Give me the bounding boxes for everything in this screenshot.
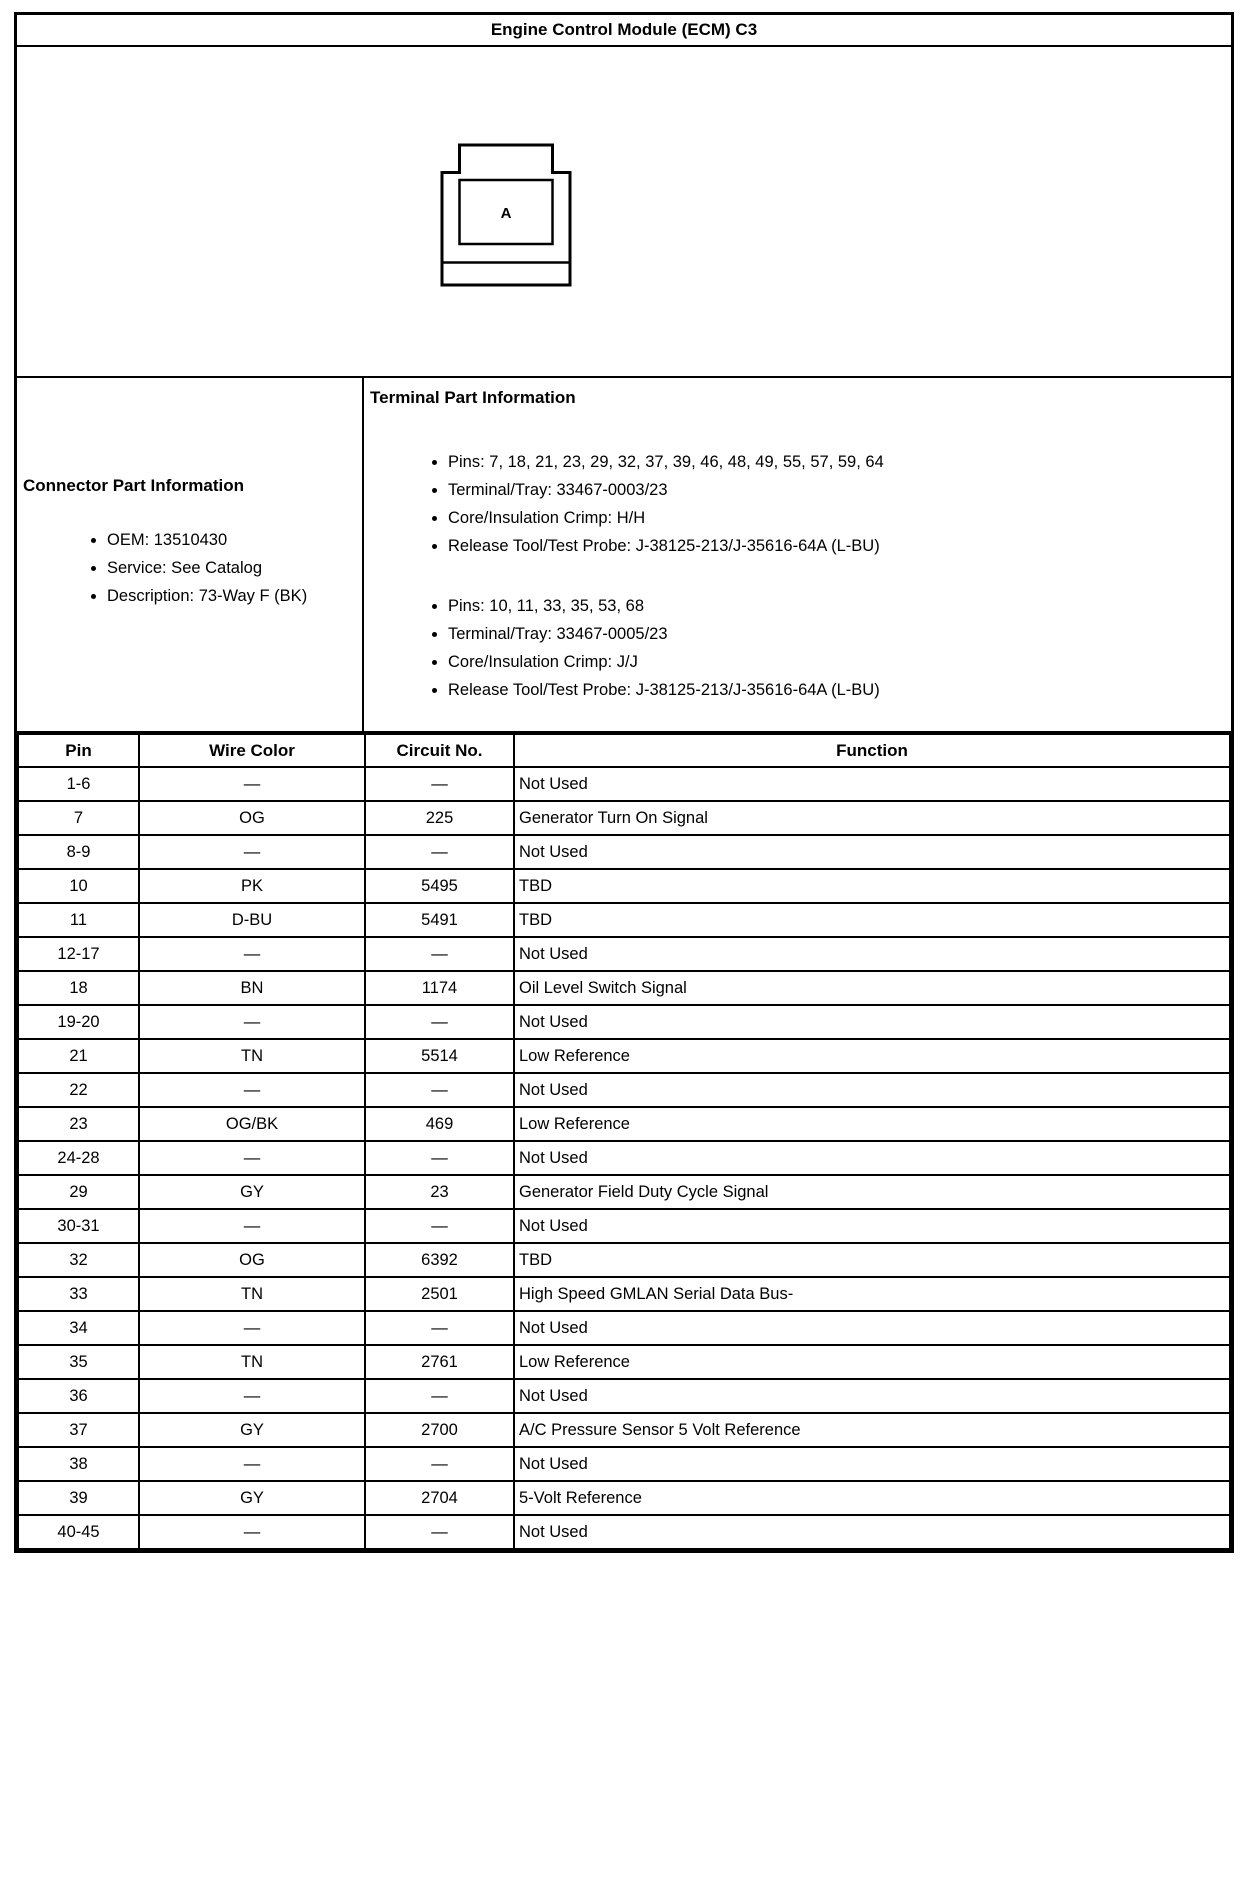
info-list-item: • Description: 73-Way F (BK) <box>107 582 358 610</box>
function-cell: TBD <box>514 903 1230 937</box>
page-title: Engine Control Module (ECM) C3 <box>17 15 1231 47</box>
wire-color-cell: TN <box>139 1345 365 1379</box>
circuit-no-cell: 2700 <box>365 1413 514 1447</box>
table-row <box>18 1073 1230 1107</box>
function-cell: Low Reference <box>514 1345 1230 1379</box>
table-row <box>18 1175 1230 1209</box>
pin-cell: 12-17 <box>18 937 139 971</box>
circuit-no-cell: — <box>365 1005 514 1039</box>
pinout-table <box>17 733 1231 1550</box>
connector-outline-icon <box>440 143 572 287</box>
pin-cell: 11 <box>18 903 139 937</box>
wire-color-cell: — <box>139 767 365 801</box>
function-cell: Not Used <box>514 1141 1230 1175</box>
table-row <box>18 1243 1230 1277</box>
circuit-no-cell: — <box>365 1141 514 1175</box>
info-list-item: • Release Tool/Test Probe: J-38125-213/J-35616-64A (L-BU) <box>448 676 1227 704</box>
wire-color-column-header: Wire Color <box>139 734 365 767</box>
table-row <box>18 869 1230 903</box>
table-row <box>18 801 1230 835</box>
pin-cell: 30-31 <box>18 1209 139 1243</box>
table-row <box>18 937 1230 971</box>
function-cell: 5-Volt Reference <box>514 1481 1230 1515</box>
circuit-no-cell: 469 <box>365 1107 514 1141</box>
terminal-part-info-heading: Terminal Part Information <box>370 388 576 407</box>
function-cell: Not Used <box>514 1311 1230 1345</box>
circuit-no-cell: — <box>365 1515 514 1549</box>
function-cell: TBD <box>514 1243 1230 1277</box>
terminal-info-group-2-list <box>368 592 1227 704</box>
wire-color-cell: — <box>139 1379 365 1413</box>
info-list-item: • Core/Insulation Crimp: J/J <box>448 648 1227 676</box>
circuit-no-cell: — <box>365 1379 514 1413</box>
function-cell: Not Used <box>514 1209 1230 1243</box>
function-cell: Generator Field Duty Cycle Signal <box>514 1175 1230 1209</box>
table-row <box>18 1141 1230 1175</box>
info-list-item: • Release Tool/Test Probe: J-38125-213/J-35616-64A (L-BU) <box>448 532 1227 560</box>
pin-cell: 35 <box>18 1345 139 1379</box>
table-row <box>18 903 1230 937</box>
function-cell: Not Used <box>514 835 1230 869</box>
pin-cell: 40-45 <box>18 1515 139 1549</box>
function-cell: Oil Level Switch Signal <box>514 971 1230 1005</box>
function-cell: Generator Turn On Signal <box>514 801 1230 835</box>
connector-part-info-heading: Connector Part Information <box>23 476 245 495</box>
wire-color-cell: PK <box>139 869 365 903</box>
info-list-item: • Service: See Catalog <box>107 554 358 582</box>
wire-color-cell: — <box>139 1447 365 1481</box>
wire-color-cell: D-BU <box>139 903 365 937</box>
wire-color-cell: — <box>139 1209 365 1243</box>
function-column-header: Function <box>514 734 1230 767</box>
table-row <box>18 1345 1230 1379</box>
info-list-item: • Core/Insulation Crimp: H/H <box>448 504 1227 532</box>
table-row <box>18 767 1230 801</box>
info-list-item: • Pins: 10, 11, 33, 35, 53, 68 <box>448 592 1227 620</box>
table-row <box>18 1515 1230 1549</box>
circuit-no-cell: — <box>365 1447 514 1481</box>
wire-color-cell: OG <box>139 1243 365 1277</box>
pin-cell: 23 <box>18 1107 139 1141</box>
connector-part-info-section <box>17 378 364 731</box>
pin-cell: 21 <box>18 1039 139 1073</box>
part-information-row <box>17 378 1231 733</box>
function-cell: Not Used <box>514 1073 1230 1107</box>
table-row <box>18 1039 1230 1073</box>
wire-color-cell: TN <box>139 1039 365 1073</box>
circuit-no-cell: 225 <box>365 801 514 835</box>
info-list-item: • OEM: 13510430 <box>107 526 358 554</box>
wire-color-cell: GY <box>139 1481 365 1515</box>
circuit-no-cell: 5495 <box>365 869 514 903</box>
wire-color-cell: — <box>139 937 365 971</box>
pin-cell: 1-6 <box>18 767 139 801</box>
info-list-item: • Pins: 7, 18, 21, 23, 29, 32, 37, 39, 46, 48, 49, 55, 57, 59, 64 <box>448 448 1227 476</box>
function-cell: A/C Pressure Sensor 5 Volt Reference <box>514 1413 1230 1447</box>
pin-cell: 32 <box>18 1243 139 1277</box>
pin-cell: 22 <box>18 1073 139 1107</box>
circuit-no-cell: 23 <box>365 1175 514 1209</box>
connector-diagram <box>17 47 1231 378</box>
wire-color-cell: GY <box>139 1413 365 1447</box>
wire-color-cell: — <box>139 835 365 869</box>
table-row <box>18 1447 1230 1481</box>
circuit-no-cell: 2704 <box>365 1481 514 1515</box>
function-cell: High Speed GMLAN Serial Data Bus- <box>514 1277 1230 1311</box>
table-row <box>18 835 1230 869</box>
pin-cell: 34 <box>18 1311 139 1345</box>
terminal-part-info-section <box>364 378 1231 731</box>
document-frame <box>14 12 1234 1553</box>
circuit-no-cell: — <box>365 1311 514 1345</box>
info-list-item: • Terminal/Tray: 33467-0005/23 <box>448 620 1227 648</box>
circuit-no-cell: — <box>365 767 514 801</box>
pin-cell: 7 <box>18 801 139 835</box>
pin-cell: 39 <box>18 1481 139 1515</box>
terminal-info-group-1-list <box>368 448 1227 560</box>
circuit-no-cell: 6392 <box>365 1243 514 1277</box>
wire-color-cell: — <box>139 1311 365 1345</box>
info-list-item: • Terminal/Tray: 33467-0003/23 <box>448 476 1227 504</box>
circuit-no-cell: — <box>365 1209 514 1243</box>
function-cell: Not Used <box>514 767 1230 801</box>
function-cell: Not Used <box>514 1005 1230 1039</box>
table-row <box>18 1413 1230 1447</box>
wire-color-cell: — <box>139 1073 365 1107</box>
table-row <box>18 1311 1230 1345</box>
pin-column-header: Pin <box>18 734 139 767</box>
table-row <box>18 1005 1230 1039</box>
circuit-no-cell: 5514 <box>365 1039 514 1073</box>
pin-cell: 8-9 <box>18 835 139 869</box>
pin-cell: 29 <box>18 1175 139 1209</box>
wire-color-cell: — <box>139 1141 365 1175</box>
wire-color-cell: — <box>139 1515 365 1549</box>
function-cell: TBD <box>514 869 1230 903</box>
function-cell: Not Used <box>514 1447 1230 1481</box>
wire-color-cell: BN <box>139 971 365 1005</box>
pin-cell: 10 <box>18 869 139 903</box>
function-cell: Low Reference <box>514 1039 1230 1073</box>
circuit-no-cell: — <box>365 835 514 869</box>
function-cell: Not Used <box>514 1379 1230 1413</box>
function-cell: Not Used <box>514 1515 1230 1549</box>
wire-color-cell: OG <box>139 801 365 835</box>
connector-part-info-list <box>21 526 358 610</box>
wire-color-cell: — <box>139 1005 365 1039</box>
circuit-no-cell: 2761 <box>365 1345 514 1379</box>
wire-color-cell: OG/BK <box>139 1107 365 1141</box>
connector-cavity-label: A <box>500 205 512 222</box>
wire-color-cell: TN <box>139 1277 365 1311</box>
table-header-row <box>18 734 1230 767</box>
circuit-no-cell: 5491 <box>365 903 514 937</box>
circuit-no-cell: — <box>365 937 514 971</box>
circuit-no-cell: 1174 <box>365 971 514 1005</box>
wire-color-cell: GY <box>139 1175 365 1209</box>
circuit-no-cell: 2501 <box>365 1277 514 1311</box>
table-row <box>18 971 1230 1005</box>
circuit-no-column-header: Circuit No. <box>365 734 514 767</box>
circuit-no-cell: — <box>365 1073 514 1107</box>
pin-cell: 24-28 <box>18 1141 139 1175</box>
pin-cell: 18 <box>18 971 139 1005</box>
function-cell: Not Used <box>514 937 1230 971</box>
table-row <box>18 1379 1230 1413</box>
table-row <box>18 1107 1230 1141</box>
pin-cell: 37 <box>18 1413 139 1447</box>
pin-cell: 33 <box>18 1277 139 1311</box>
pin-cell: 19-20 <box>18 1005 139 1039</box>
pin-cell: 36 <box>18 1379 139 1413</box>
table-row <box>18 1277 1230 1311</box>
table-row <box>18 1209 1230 1243</box>
function-cell: Low Reference <box>514 1107 1230 1141</box>
pin-cell: 38 <box>18 1447 139 1481</box>
table-row <box>18 1481 1230 1515</box>
